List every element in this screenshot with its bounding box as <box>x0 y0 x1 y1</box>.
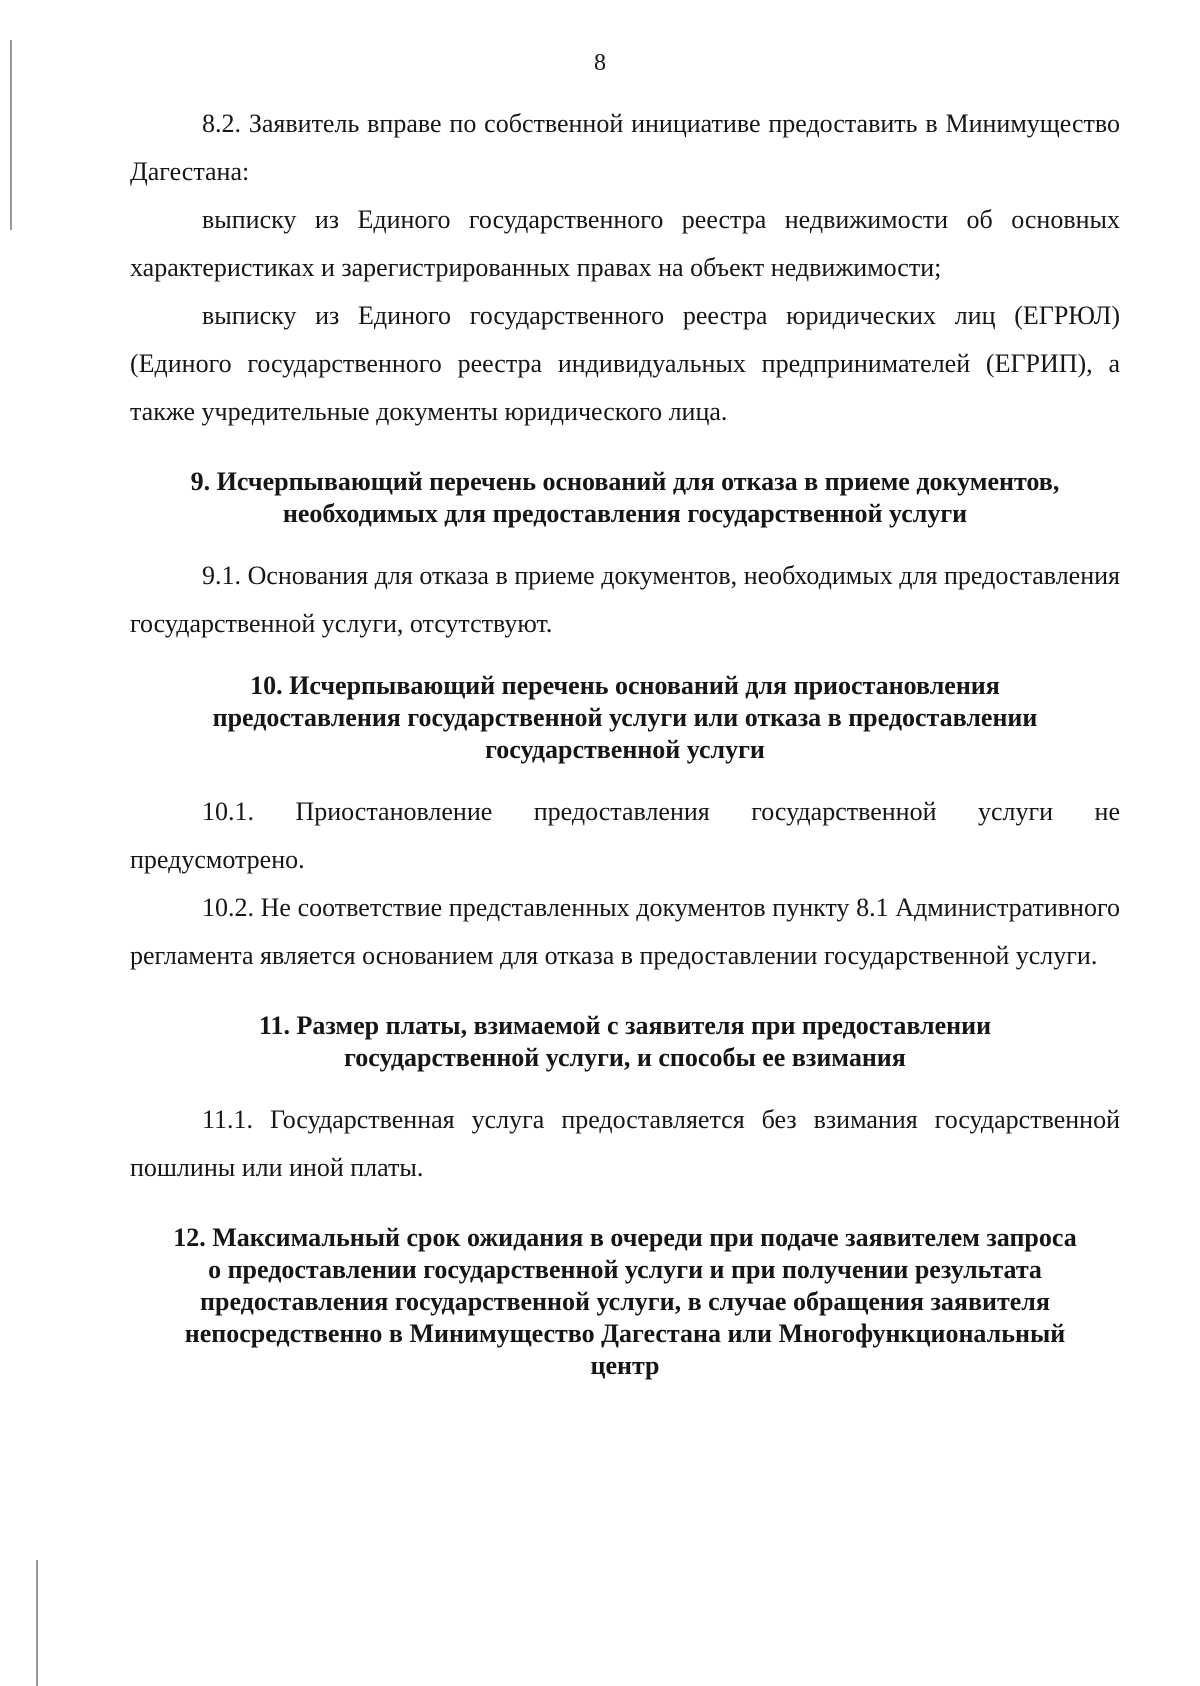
scan-edge-mark-bottom <box>36 1560 38 1686</box>
section-9-heading-line: 9. Исчерпывающий перечень оснований для отказа в приеме документов, <box>190 467 1060 496</box>
section-12-heading-line: центр <box>590 1351 660 1380</box>
paragraph-8-2: 8.2. Заявитель вправе по собственной инициативе предоставить в Минимущество Дагестана: <box>130 109 1120 186</box>
section-12-heading-line: о предоставлении государственной услуги и при получении результата <box>208 1255 1042 1284</box>
section-10-heading-line: предоставления государственной услуги или отказа в предоставлении <box>212 703 1038 732</box>
section-12-heading-line: непосредственно в Минимущество Дагестана или Многофункциональный <box>184 1319 1066 1348</box>
section-9-heading-line: необходимых для предоставления государственной услуги <box>282 499 968 528</box>
document-body <box>130 100 1120 1382</box>
section-10-heading <box>130 670 1120 766</box>
section-11-heading-line: 11. Размер платы, взимаемой с заявителя при предоставлении <box>258 1011 992 1040</box>
section-10-heading-line: государственной услуги <box>485 735 765 764</box>
section-12-heading-line: 12. Максимальный срок ожидания в очереди при подаче заявителем запроса <box>173 1223 1077 1252</box>
section-11-heading-line: государственной услуги, и способы ее взимания <box>344 1043 906 1072</box>
paragraph-10-1: 10.1. Приостановление предоставления государственной услуги не предусмотрено. <box>130 797 1120 874</box>
paragraph-10-2: 10.2. Не соответствие представленных документов пункту 8.1 Административного регламента является основанием для отказа в предоставлении государственной услуги. <box>130 893 1120 970</box>
paragraph-egrn-extract: выписку из Единого государственного реестра недвижимости об основных характеристиках и зарегистрированных правах на объект недвижимости; <box>130 205 1120 282</box>
paragraph-9-1: 9.1. Основания для отказа в приеме документов, необходимых для предоставления государственной услуги, отсутствуют. <box>130 561 1120 638</box>
section-9-heading <box>130 466 1120 530</box>
page-number: 8 <box>594 50 606 76</box>
section-10-heading-line: 10. Исчерпывающий перечень оснований для приостановления <box>250 671 1000 700</box>
paragraph-11-1: 11.1. Государственная услуга предоставляется без взимания государственной пошлины или иной платы. <box>130 1105 1120 1182</box>
paragraph-egrul-extract: выписку из Единого государственного реестра юридических лиц (ЕГРЮЛ) (Единого государственного реестра индивидуальных предпринимателей (ЕГРИП), а также учредительные документы юридического лица. <box>130 301 1120 426</box>
section-11-heading <box>130 1010 1120 1074</box>
section-12-heading-line: предоставления государственной услуги, в случае обращения заявителя <box>200 1287 1050 1316</box>
section-12-heading <box>130 1222 1120 1382</box>
